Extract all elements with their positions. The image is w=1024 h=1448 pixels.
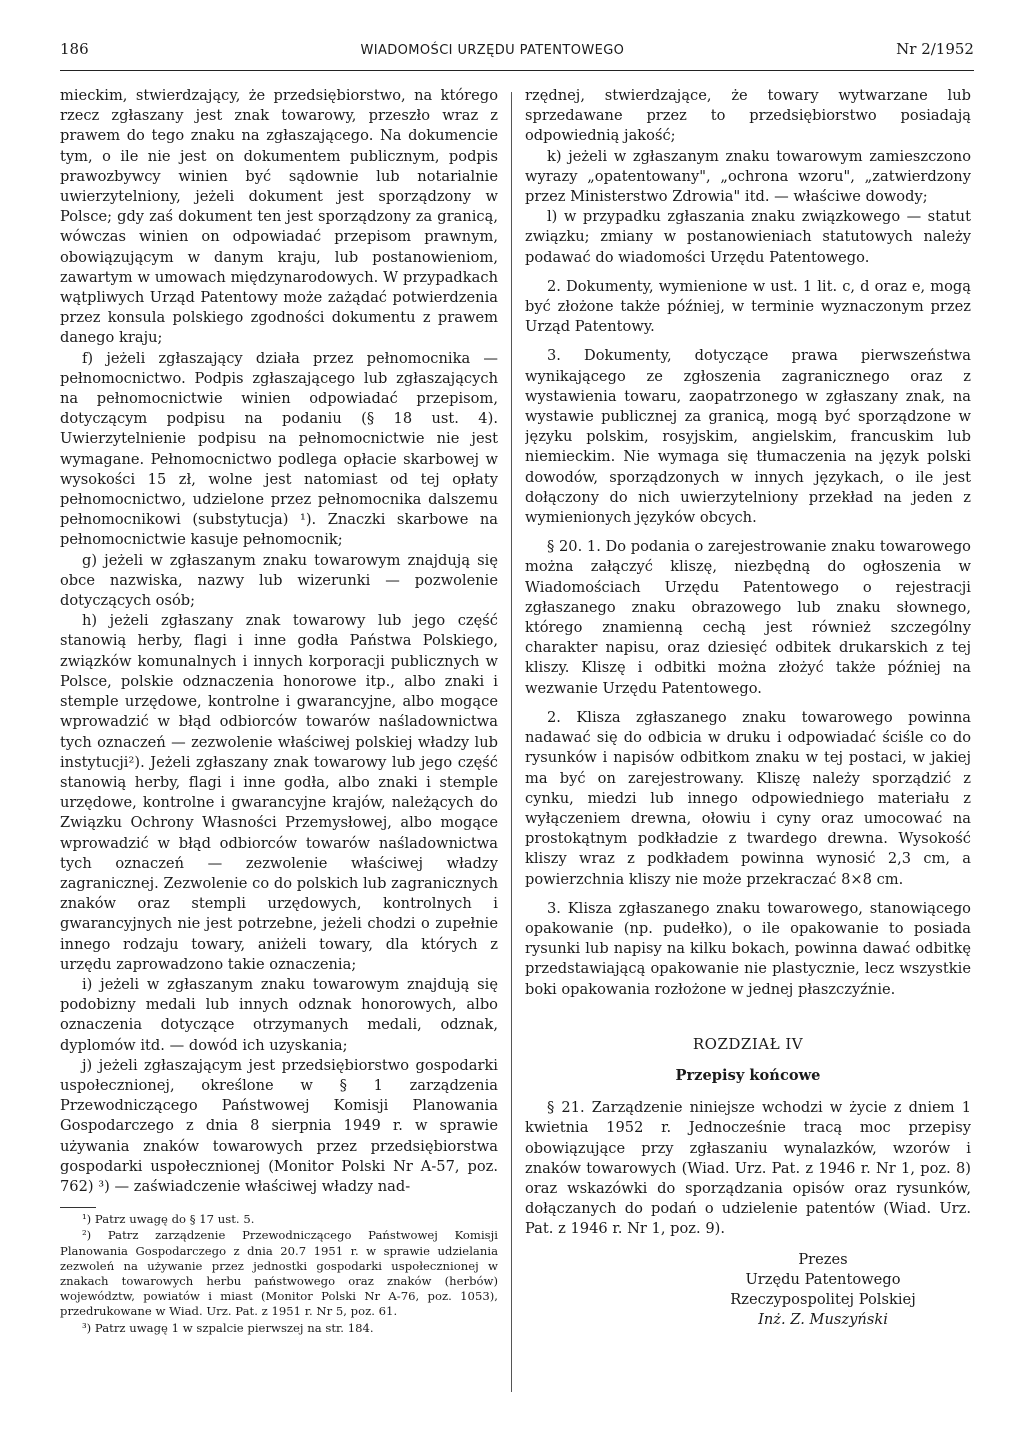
- header-rule: [60, 70, 974, 71]
- paragraph: i) jeżeli w zgłaszanym znaku towarowym znajdują się podobizny medali lub innych odznak honorowych, albo oznaczenia dotyczące otrzymanych medali, odznak, dyplomów itd. — dowód ich uzyskania;: [60, 975, 498, 1054]
- signature-block: [675, 1250, 971, 1331]
- paragraph: g) jeżeli w zgłaszanym znaku towarowym znajdują się obce nazwiska, nazwy lub wizerunki — pozwolenie dotyczących osób;: [60, 551, 498, 610]
- chapter-subtitle: Przepisy końcowe: [675, 1066, 821, 1084]
- paragraph: § 20. 1. Do podania o zarejestrowanie znaku towarowego można załączyć kliszę, niezbędną do ogłoszenia w Wiadomościach Urzędu Patentowego o rejestracji zgłaszanego znaku obrazowego lub znaku słownego, którego znamienną cechą jest również szczególny charakter napisu, oraz dziesięć odbitek drukarskich z tej kliszy. Kliszę i odbitki można złożyć także później na wezwanie Urzędu Patentowego.: [525, 538, 971, 697]
- column-separator: [511, 92, 512, 1392]
- signature-line: Rzeczypospolitej Polskiej: [730, 1290, 916, 1308]
- signature-line: Prezes: [798, 1250, 848, 1268]
- paragraph: l) w przypadku zgłaszania znaku związkowego — statut związku; zmiany w postanowieniach statutowych należy podawać do wiadomości Urzędu Patentowego.: [525, 208, 971, 266]
- signature-line: Urzędu Patentowego: [745, 1270, 901, 1288]
- issue-number: Nr 2/1952: [896, 40, 974, 58]
- paragraph: h) jeżeli zgłaszany znak towarowy lub jego część stanowią herby, flagi i inne godła Państwa Polskiego, związków komunalnych i innych korporacji publicznych w Polsce, polskie odznaczenia honorowe itp., albo znaki i stemple urzędowe, kontrolne i gwarancyjne, albo mogące wprowadzić w błąd odbiorców towarów naśladownictwa tych oznaczeń — zezwolenie właściwej polskiej władzy lub instytucji²). Jeżeli zgłaszany znak towarowy lub jego część stanowią herby, flagi i inne godła, albo znaki i stemple urzędowe, kontrolne i gwarancyjne krajów, należących do Związku Ochrony Własności Przemysłowej, albo mogące wprowadzić w błąd odbiorców towarów naśladownictwa tych oznaczeń — zezwolenie właściwej władzy zagranicznej. Zezwolenie co do polskich lub zagranicznych znaków oraz stempli urzędowych, kontrolnych i gwarancyjnych nie jest potrzebne, jeżeli chodzi o zupełnie innego rodzaju towary, aniżeli towary, dla których z urzędu zaprowadzono takie oznaczenia;: [60, 612, 498, 973]
- footnote-rule: [60, 1207, 96, 1208]
- paragraph: k) jeżeli w zgłaszanym znaku towarowym zamieszczono wyrazy „opatentowany", „ochrona wzoru", „zatwierdzony przez Ministerstwo Zdrowia" itd. — właściwe dowody;: [525, 147, 971, 206]
- chapter-title: ROZDZIAŁ IV: [692, 1034, 804, 1053]
- right-column: [525, 86, 971, 1396]
- footnote: ³) Patrz uwagę 1 w szpalcie pierwszej na str. 184.: [82, 1320, 374, 1335]
- paragraph: j) jeżeli zgłaszającym jest przedsiębiorstwo gospodarki uspołecznionej, określone w § 1 zarządzenia Przewodniczącego Państwowej Komisji Planowania Gospodarczego z dnia 8 sierpnia 1949 r. w sprawie używania znaków towarowych przez przedsiębiorstwa gospodarki uspołecznionej (Monitor Polski Nr A-57, poz. 762) ³) — zaświadczenie właściwej władzy nad-: [60, 1056, 498, 1195]
- left-column: [60, 86, 498, 1396]
- paragraph: f) jeżeli zgłaszający działa przez pełnomocnika — pełnomocnictwo. Podpis zgłaszającego lub zgłaszających na pełnomocnictwie winien odpowiadać przepisom, dotyczącym podpisu na podaniu (§ 18 ust. 4). Uwierzytelnienie podpisu na pełnomocnictwie nie jest wymagane. Pełnomocnictwo podlega opłacie skarbowej w wysokości 15 zł, wolne jest natomiast od tej opłaty pełnomocnictwo, udzielone przez pełnomocnika dalszemu pełnomocnikowi (substytucja) ¹). Znaczki skarbowe na pełnomocnictwie kasuje pełnomocnik;: [60, 349, 498, 549]
- running-header: [60, 40, 974, 66]
- paragraph: § 21. Zarządzenie niniejsze wchodzi w życie z dniem 1 kwietnia 1952 r. Jednocześnie tracą moc przepisy obowiązujące przy zgłaszaniu wynalazków, wzorów i znaków towarowych (Wiad. Urz. Pat. z 1946 r. Nr 1, poz. 8) oraz wskazówki do sporządzania opisów oraz rysunków, dołączanych do podań o udzielenie patentów (Wiad. Urz. Pat. z 1946 r. Nr 1, poz. 9).: [525, 1099, 971, 1238]
- footnote: ²) Patrz zarządzenie Przewodniczącego Państwowej Komisji Planowania Gospodarczego z dnia 20.7 1951 r. w sprawie udzielania zezwoleń na używanie przez jednostki gospodarki uspołecznionej w znakach towarowych herbu państwowego oraz znaków (herbów) województw, powiatów i miast (Monitor Polski Nr A-76, poz. 1053), przedrukowane w Wiad. Urz. Pat. z 1951 r. Nr 5, poz. 61.: [60, 1228, 498, 1319]
- paragraph: mieckim, stwierdzający, że przedsiębiorstwo, na którego rzecz zgłaszany jest znak towarowy, przeszło wraz z prawem do tego znaku na zgłaszającego. Na dokumencie tym, o ile nie jest on dokumentem publicznym, podpis prawozbywcy winien być sądownie lub notarialnie uwierzytelniony, jeżeli dokument jest sporządzony w Polsce; gdy zaś dokument ten jest sporządzony za granicą, wówczas winien on odpowiadać przepisom prawnym, obowiązującym w danym kraju, lub postanowieniom, zawartym w umowach międzynarodowych. W przypadkach wątpliwych Urząd Patentowy może zażądać potwierdzenia przez konsula polskiego zgodności dokumentu z prawem danego kraju;: [60, 87, 498, 347]
- page-number: 186: [60, 40, 89, 58]
- footnote: ¹) Patrz uwagę do § 17 ust. 5.: [82, 1212, 255, 1227]
- signatory-name: Inż. Z. Muszyński: [758, 1311, 888, 1329]
- paragraph: 3. Klisza zgłaszanego znaku towarowego, stanowiącego opakowanie (np. pudełko), o ile opakowanie to posiada rysunki lub napisy na kilku bokach, powinna dawać odbitkę przedstawiającą opakowanie nie plastycznie, lecz wszystkie boki opakowania rozłożone w jednej płaszczyźnie.: [525, 899, 971, 998]
- paragraph: rzędnej, stwierdzające, że towary wytwarzane lub sprzedawane przez to przedsiębiorstwo posiadają odpowiednią jakość;: [525, 87, 971, 145]
- paragraph: 2. Klisza zgłaszanego znaku towarowego powinna nadawać się do odbicia w druku i odpowiadać ściśle co do rysunków i napisów odbitkom znaku w tej postaci, w jakiej ma być on zarejestrowany. Kliszę należy sporządzić z cynku, miedzi lub innego odpowiedniego materiału z wyłączeniem drewna, ołowiu i cyny oraz umocować na prostokątnym podkładzie z twardego drewna. Wysokość kliszy wraz z podkładem powinna wynosić 2,3 cm, a powierzchnia kliszy nie może przekraczać 8×8 cm.: [525, 708, 971, 888]
- paragraph: 3. Dokumenty, dotyczące prawa pierwszeństwa wynikającego ze zgłoszenia zagranicznego oraz z wystawienia towaru, zaopatrzonego w zgłaszany znak, na wystawie publicznej za granicą, mogą być sporządzone w języku polskim, rosyjskim, angielskim, francuskim lub niemieckim. Nie wymaga się tłumaczenia na język polski dowodów, sporządzonych w innych językach, o ile jest dołączony do nich uwierzytelniony przekład na jeden z wymienionych języków obcych.: [525, 347, 971, 527]
- journal-title: WIADOMOŚCI URZĘDU PATENTOWEGO: [360, 43, 625, 58]
- paragraph: 2. Dokumenty, wymienione w ust. 1 lit. c, d oraz e, mogą być złożone także później, w terminie wyznaczonym przez Urząd Patentowy.: [525, 277, 971, 336]
